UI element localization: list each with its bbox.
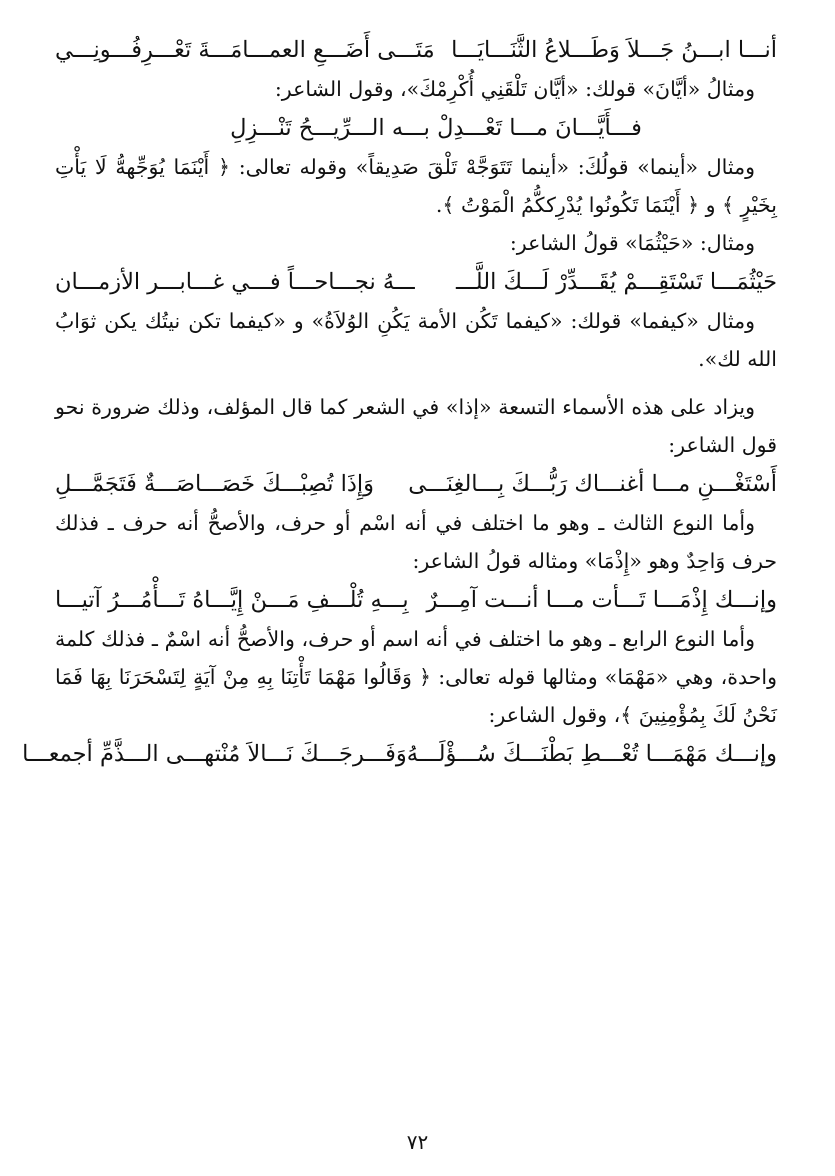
poetry-verse xyxy=(55,580,777,620)
verse-second-hemistich: وَفَـــرجَـــكَ نَـــالاَ مُنْتهـــى الـــذَّمِّ أجمعـــا xyxy=(22,741,407,767)
poetry-half-verse: فـــأَيَّـــانَ مـــا تَعْـــدِلْ بـــه الـــرِّيـــحُ تَنْـــزِلِ xyxy=(230,115,642,141)
body-paragraph: ومثال «كيفما» قولك: «كيفما تَكُن الأمة يَكُنِ الوُلاَةُ» و «كيفما تكن نيتُك يكن ثوَابُ الله لك». xyxy=(55,309,777,371)
verse-second-hemistich: بِـــهِ تُلْـــفِ مَـــنْ إِيَّـــاهُ تَـــأْمُـــرُ آتيـــا xyxy=(55,587,409,613)
body-paragraph: وأما النوع الثالث ـ وهو ما اختلف في أنه اسْم أو حرف، والأصحُّ أنه حرف ـ فذلك حرف وَاحِدٌ وهو «إِذْمَا» ومثاله قولُ الشاعر: xyxy=(55,511,777,573)
poetry-verse xyxy=(22,734,777,774)
poetry-verse xyxy=(55,464,777,504)
verse-second-hemistich: ـــهُ نجـــاحـــاً فـــي غـــابـــر الأزمـــان xyxy=(55,269,415,295)
page-number: ٧٢ xyxy=(406,1130,429,1154)
body-paragraph: وأما النوع الرابع ـ وهو ما اختلف في أنه اسم أو حرف، والأصحُّ أنه اسْمٌ ـ فذلك كلمة واحدة، وهي «مَهْمَا» ومثالها قوله تعالى: ﴿ وَقَالُوا مَهْمَا تَأْتِنَا بِهِ مِنْ آيَةٍ لِتَسْحَرَنَا بِهَا فَمَا نَحْنُ لَكَ بِمُؤْمِنِينَ ﴾، وقول الشاعر: xyxy=(55,627,777,727)
poetry-verse xyxy=(55,30,777,70)
verse-first-hemistich: وإنـــك مَهْمَـــا تُعْـــطِ بَطْنَـــكَ سُـــؤْلَـــهُ xyxy=(406,741,777,767)
verse-first-hemistich: حَيْثُمَـــا تَسْتَقِـــمْ يُقَـــدِّرْ لَـــكَ اللَّـــ xyxy=(455,269,777,295)
verse-second-hemistich: مَتَـــى أَضَـــعِ العمـــامَـــةَ تَعْـــرِفُـــونِـــي xyxy=(55,37,435,63)
body-paragraph: ومثال: «حَيْثُمَا» قولُ الشاعر: xyxy=(509,231,755,255)
body-paragraph: ومثالُ «أيَّانَ» قولك: «أيَّان تَلْقَنِي أُكْرِمْكَ»، وقول الشاعر: xyxy=(274,77,755,101)
verse-second-hemistich: وَإِذَا تُصِبْـــكَ خَصَـــاصَـــةٌ فَتَجَمَّـــلِ xyxy=(55,471,375,497)
body-paragraph: ويزاد على هذه الأسماء التسعة «إذا» في الشعر كما قال المؤلف، وذلك ضرورة نحو قول الشاعر: xyxy=(55,395,777,457)
verse-first-hemistich: أنـــا ابـــنُ جَـــلاَ وَطَـــلاعُ الثَّنَـــايَـــا xyxy=(451,37,777,63)
body-paragraph: ومثال «أينما» قولُكَ: «أينما تَتَوَجَّهْ تَلْقَ صَدِيقاً» وقوله تعالى: ﴿ أَيْنَمَا يُوَجِّههُّ لَا يَأْتِ بِخَيْرٍ ﴾ و ﴿ أَيْنَمَا تَكُونُوا يُدْرِككُّمُ الْمَوْتُ ﴾. xyxy=(55,155,777,217)
paragraph-gap xyxy=(55,378,777,388)
verse-first-hemistich: أَسْتَغْـــنِ مـــا أغنـــاك رَبُّـــكَ بِـــالغِنَـــى xyxy=(408,471,777,497)
page-content xyxy=(22,30,777,774)
poetry-verse xyxy=(55,262,777,302)
verse-first-hemistich: وإنـــك إِذْمَـــا تَـــأت مـــا أنـــت آمِـــرٌ xyxy=(426,587,777,613)
